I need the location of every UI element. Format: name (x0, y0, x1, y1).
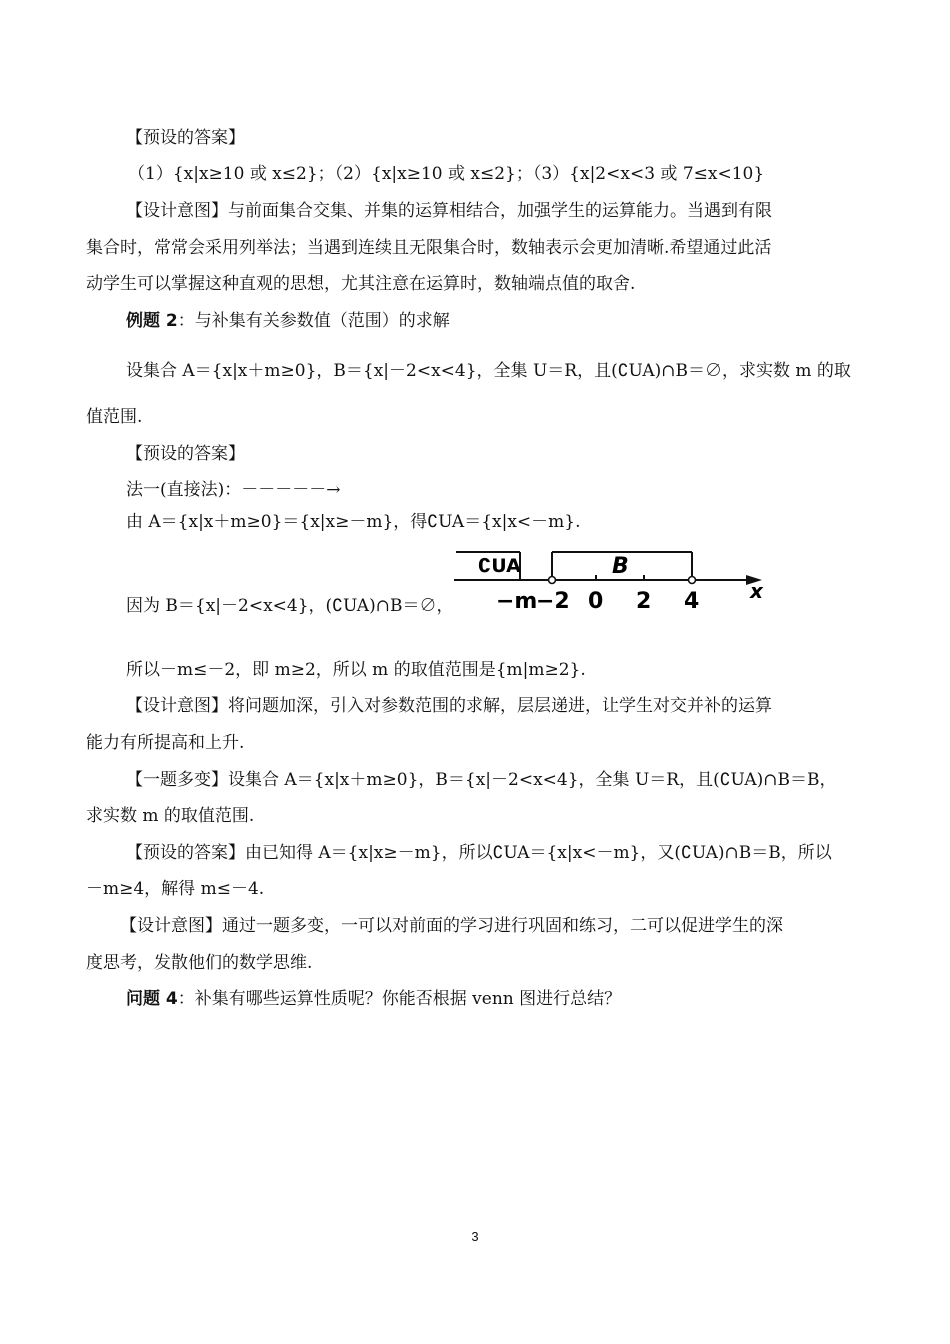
tick-label-0: 0 (588, 589, 604, 614)
answer-line-1: （1）{x|x≥10 或 x≤2}；（2）{x|x≥10 或 x≤2}；（3）{x|2<x<3 或 7≤x<10} (128, 164, 765, 184)
design-intent-2-line2: 能力有所提高和上升. (86, 733, 245, 753)
example-2-label: 例题 2 (126, 311, 178, 331)
question-4-label: 问题 4 (126, 989, 178, 1009)
design-intent-2-line1: 【设计意图】将问题加深，引入对参数范围的求解，层层递进，让学生对交并补的运算 (126, 696, 772, 716)
page-number: 3 (471, 1229, 479, 1244)
design-intent-3-line1: 【设计意图】通过一题多变，一可以对前面的学习进行巩固和练习，二可以促进学生的深 (120, 916, 783, 936)
open-point-4 (689, 577, 696, 584)
variation-answer-line1: 【预设的答案】由已知得 A＝{x|x≥－m}，所以∁UA＝{x|x<－m}，又(∁UA)∩B＝B，所以 (126, 843, 832, 863)
tick-label-neg2: −2 (536, 589, 570, 614)
number-line-figure (440, 545, 780, 615)
question-4-text: ：补集有哪些运算性质呢？你能否根据 venn 图进行总结？ (177, 989, 622, 1009)
example-2-heading (126, 309, 450, 333)
design-intent-1-line3: 动学生可以掌握这种直观的思想，尤其注意在运算时，数轴端点值的取舍. (86, 274, 636, 294)
complement-label: ∁UA (478, 555, 521, 577)
example-2-title: ：与补集有关参数值（范围）的求解 (177, 311, 450, 331)
axis-label-x: x (750, 579, 763, 603)
question-4 (126, 987, 621, 1011)
variation-line2: 求实数 m 的取值范围. (86, 806, 255, 826)
design-intent-1-line1: 【设计意图】与前面集合交集、并集的运算相结合，加强学生的运算能力。当遇到有限 (126, 201, 772, 221)
example-2-problem-line1: 设集合 A＝{x|x＋m≥0}，B＝{x|－2<x<4}，全集 U＝R，且(∁UA)∩B＝∅，求实数 m 的取 (126, 361, 851, 381)
solution-step2: 因为 B＝{x|－2<x<4}，(∁UA)∩B＝∅， (126, 596, 454, 616)
solution-step3: 所以－m≤－2，即 m≥2，所以 m 的取值范围是{m|m≥2}. (126, 660, 586, 680)
tick-label-4: 4 (684, 589, 700, 614)
answer-heading-2: 【预设的答案】 (126, 444, 245, 464)
variation-answer-line2: －m≥4，解得 m≤－4. (86, 879, 265, 899)
design-intent-3-line2: 度思考，发散他们的数学思维. (86, 953, 313, 973)
answer-heading-1: 【预设的答案】 (126, 128, 245, 148)
method-label: 法一(直接法)：－－－－－→ (126, 480, 341, 500)
tick-label-neg-m: −m (496, 589, 538, 614)
solution-step1: 由 A＝{x|x＋m≥0}＝{x|x≥－m}，得∁UA＝{x|x<－m}. (126, 512, 581, 532)
tick-label-2: 2 (636, 589, 652, 614)
design-intent-1-line2: 集合时，常常会采用列举法；当遇到连续且无限集合时，数轴表示会更加清晰.希望通过此活 (86, 238, 772, 258)
example-2-problem-line2: 值范围. (86, 407, 143, 427)
open-point-neg2 (549, 577, 556, 584)
b-label: B (612, 554, 629, 579)
variation-line1: 【一题多变】设集合 A＝{x|x＋m≥0}，B＝{x|－2<x<4}，全集 U＝R，且(∁UA)∩B＝B， (126, 770, 837, 790)
